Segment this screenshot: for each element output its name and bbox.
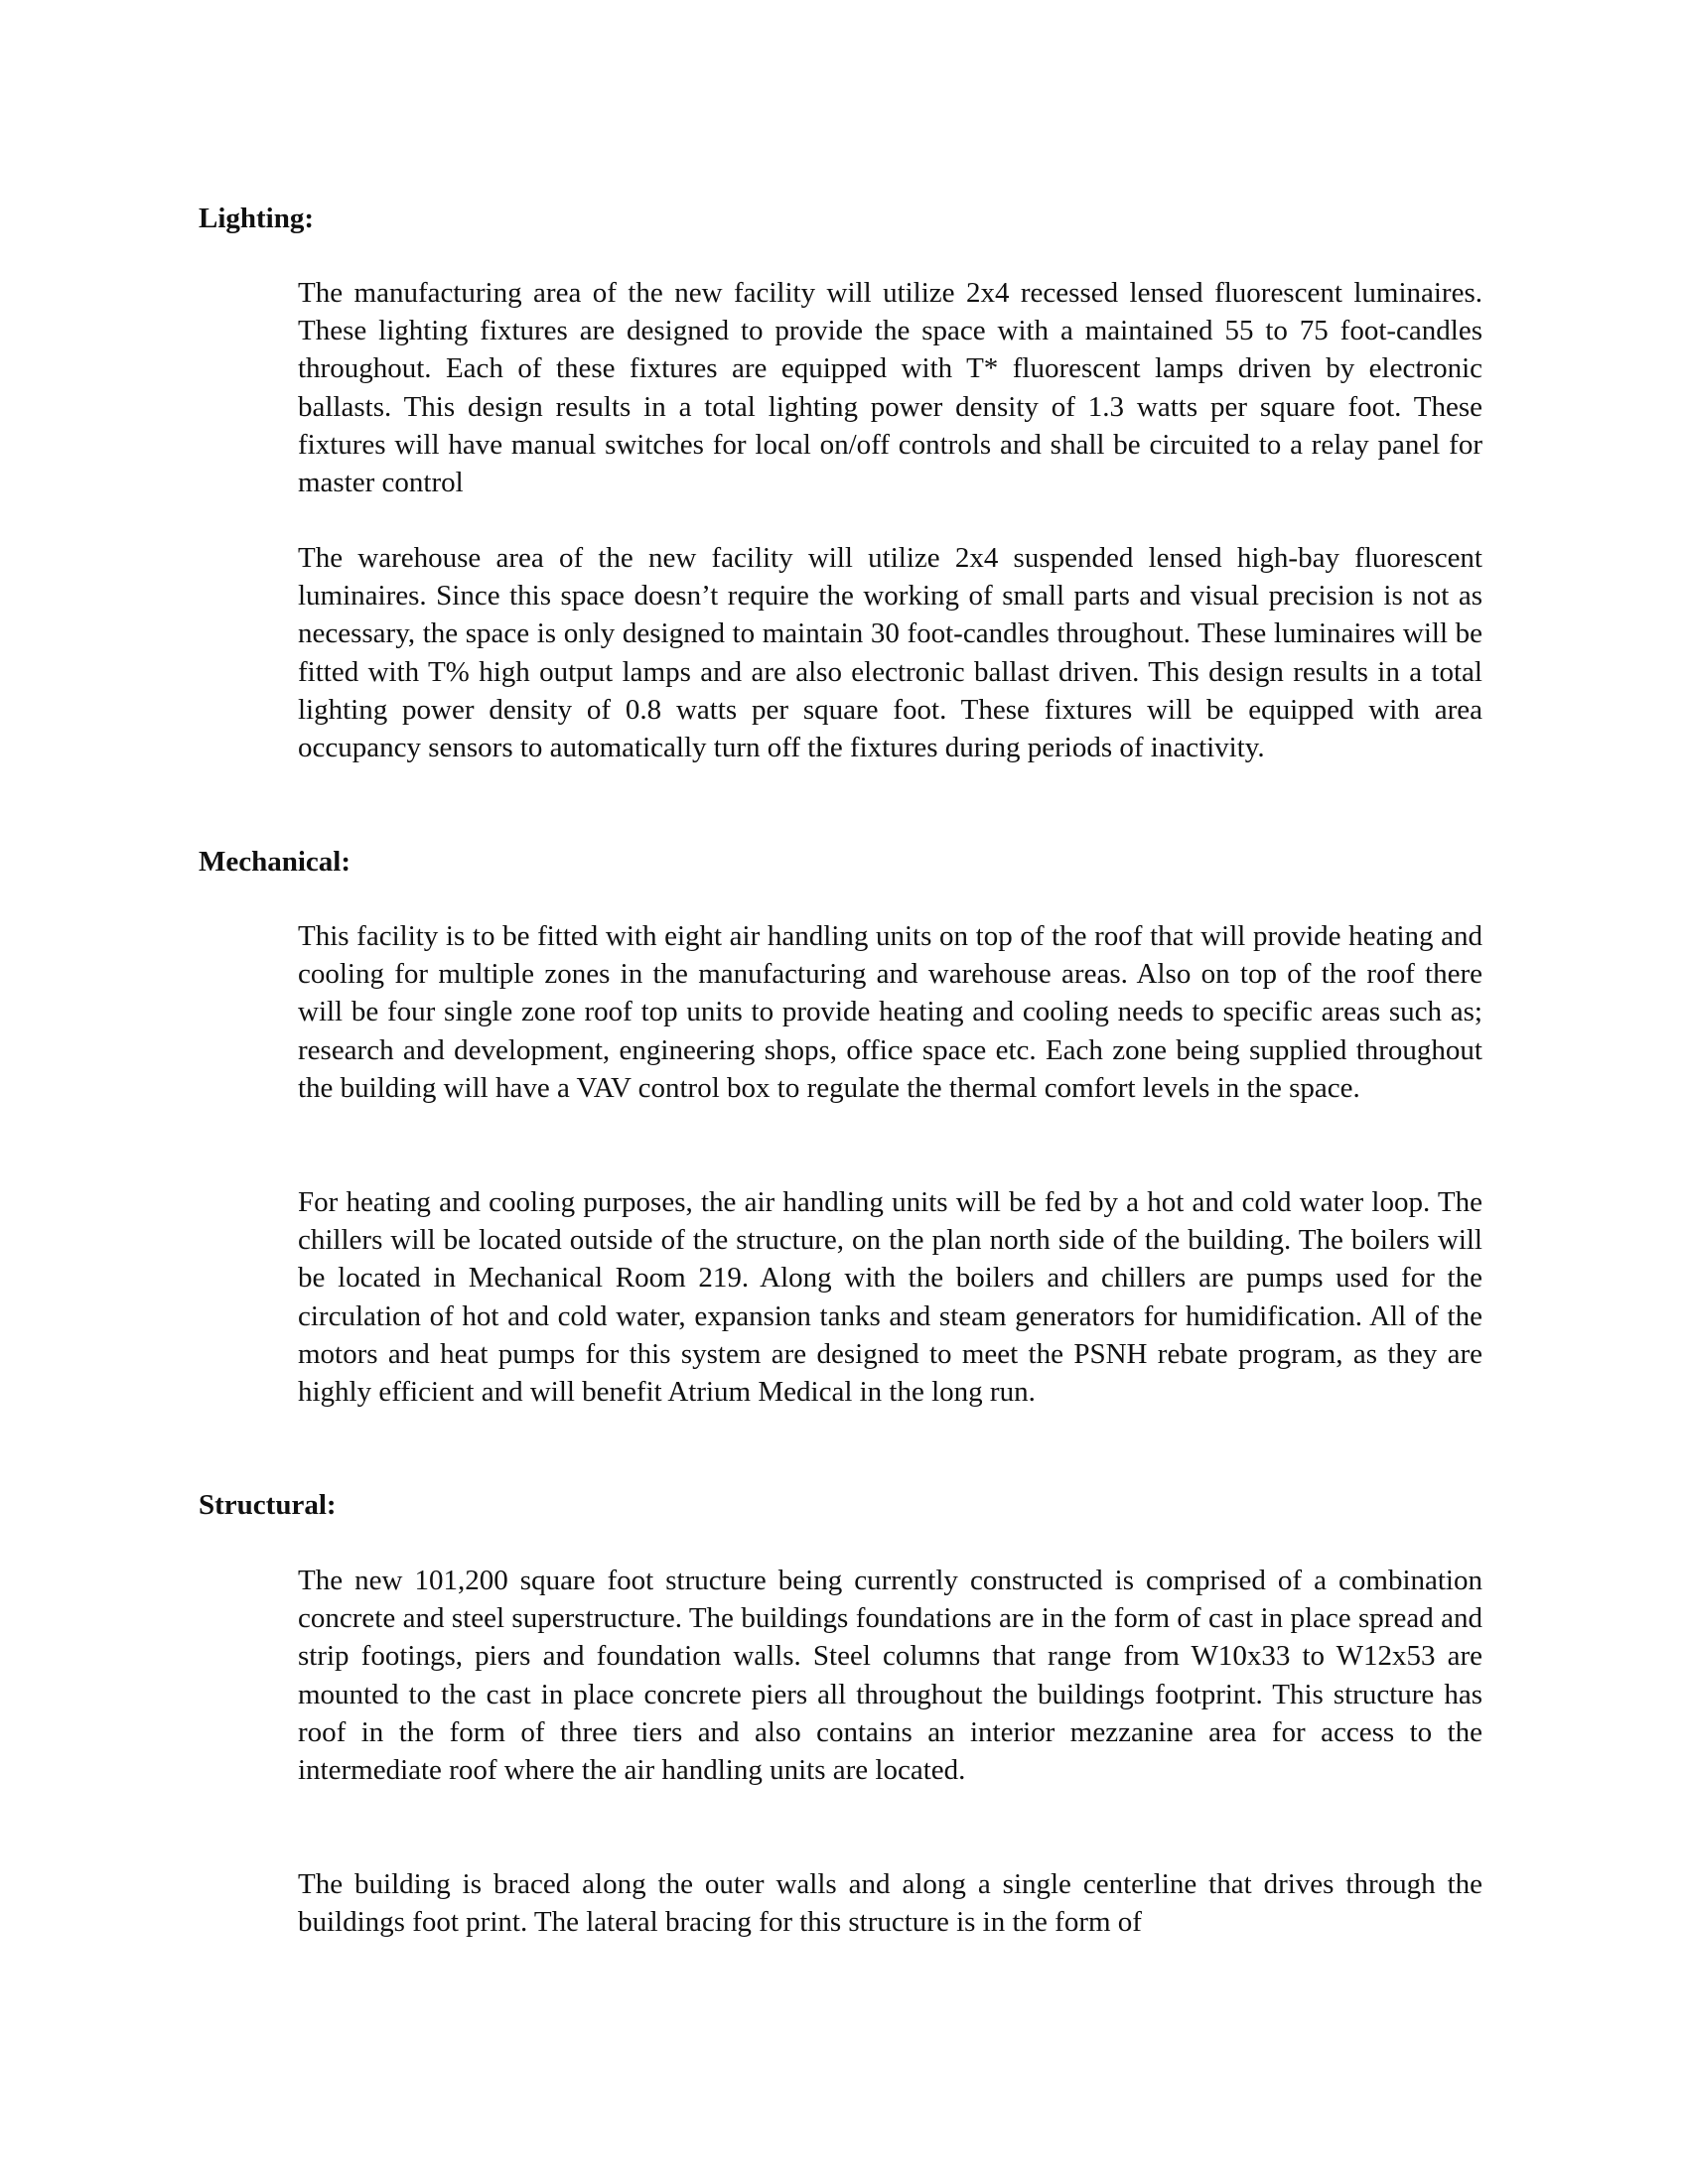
structural-paragraph-1: The new 101,200 square foot structure being currently constructed is comprised of a combination concrete and steel superstructure. The buildings foundations are in the form of cast in place spread and strip footings, piers and foundation walls. Steel columns that range from W10x33 to W12x53 are mounted to the cast in place concrete piers all throughout the buildings footprint. This structure has roof in the form of three tiers and also contains an interior mezzanine area for access to the intermediate roof where the air handling units are located. xyxy=(298,1565,1482,1787)
mechanical-paragraph-2: For heating and cooling purposes, the air handling units will be fed by a hot and cold water loop. The chillers will be located outside of the structure, on the plan north side of the building. The boilers will be located in Mechanical Room 219. Along with the boilers and chillers are pumps used for the circulation of hot and cold water, expansion tanks and steam generators for humidification. All of the motors and heat pumps for this system are designed to meet the PSNH rebate program, as they are highly efficient and will benefit Atrium Medical in the long run. xyxy=(298,1186,1482,1409)
section-heading-mechanical: Mechanical: xyxy=(199,846,352,878)
mechanical-paragraph-1: This facility is to be fitted with eight air handling units on top of the roof that will provide heating and cooling for multiple zones in the manufacturing and warehouse areas. Also on top of the roof there will be four single zone roof top units to provide heating and cooling needs to specific areas such as; research and development, engineering shops, office space etc. Each zone being supplied throughout the building will have a VAV control box to regulate the thermal comfort levels in the space. xyxy=(298,920,1482,1104)
section-heading-lighting: Lighting: xyxy=(199,203,315,234)
lighting-paragraph-1: The manufacturing area of the new facility will utilize 2x4 recessed lensed fluorescent luminaires. These lighting fixtures are designed to provide the space with a maintained 55 to 75 foot-candles throughout. Each of these fixtures are equipped with T* fluorescent lamps driven by electronic ballasts. This design results in a total lighting power density of 1.3 watts per square foot. These fixtures will have manual switches for local on/off controls and shall be circuited to a relay panel for master control xyxy=(298,277,1482,499)
section-heading-structural: Structural: xyxy=(199,1489,337,1521)
structural-paragraph-2: The building is braced along the outer walls and along a single centerline that drives through the buildings foot print. The lateral bracing for this structure is in the form of xyxy=(298,1868,1482,1939)
lighting-paragraph-2: The warehouse area of the new facility will utilize 2x4 suspended lensed high-bay fluorescent luminaires. Since this space doesn’t require the working of small parts and visual precision is not as necessary, the space is only designed to maintain 30 foot-candles throughout. These luminaires will be fitted with T% high output lamps and are also electronic ballast driven. This design results in a total lighting power density of 0.8 watts per square foot. These fixtures will be equipped with area occupancy sensors to automatically turn off the fixtures during periods of inactivity. xyxy=(298,542,1482,764)
